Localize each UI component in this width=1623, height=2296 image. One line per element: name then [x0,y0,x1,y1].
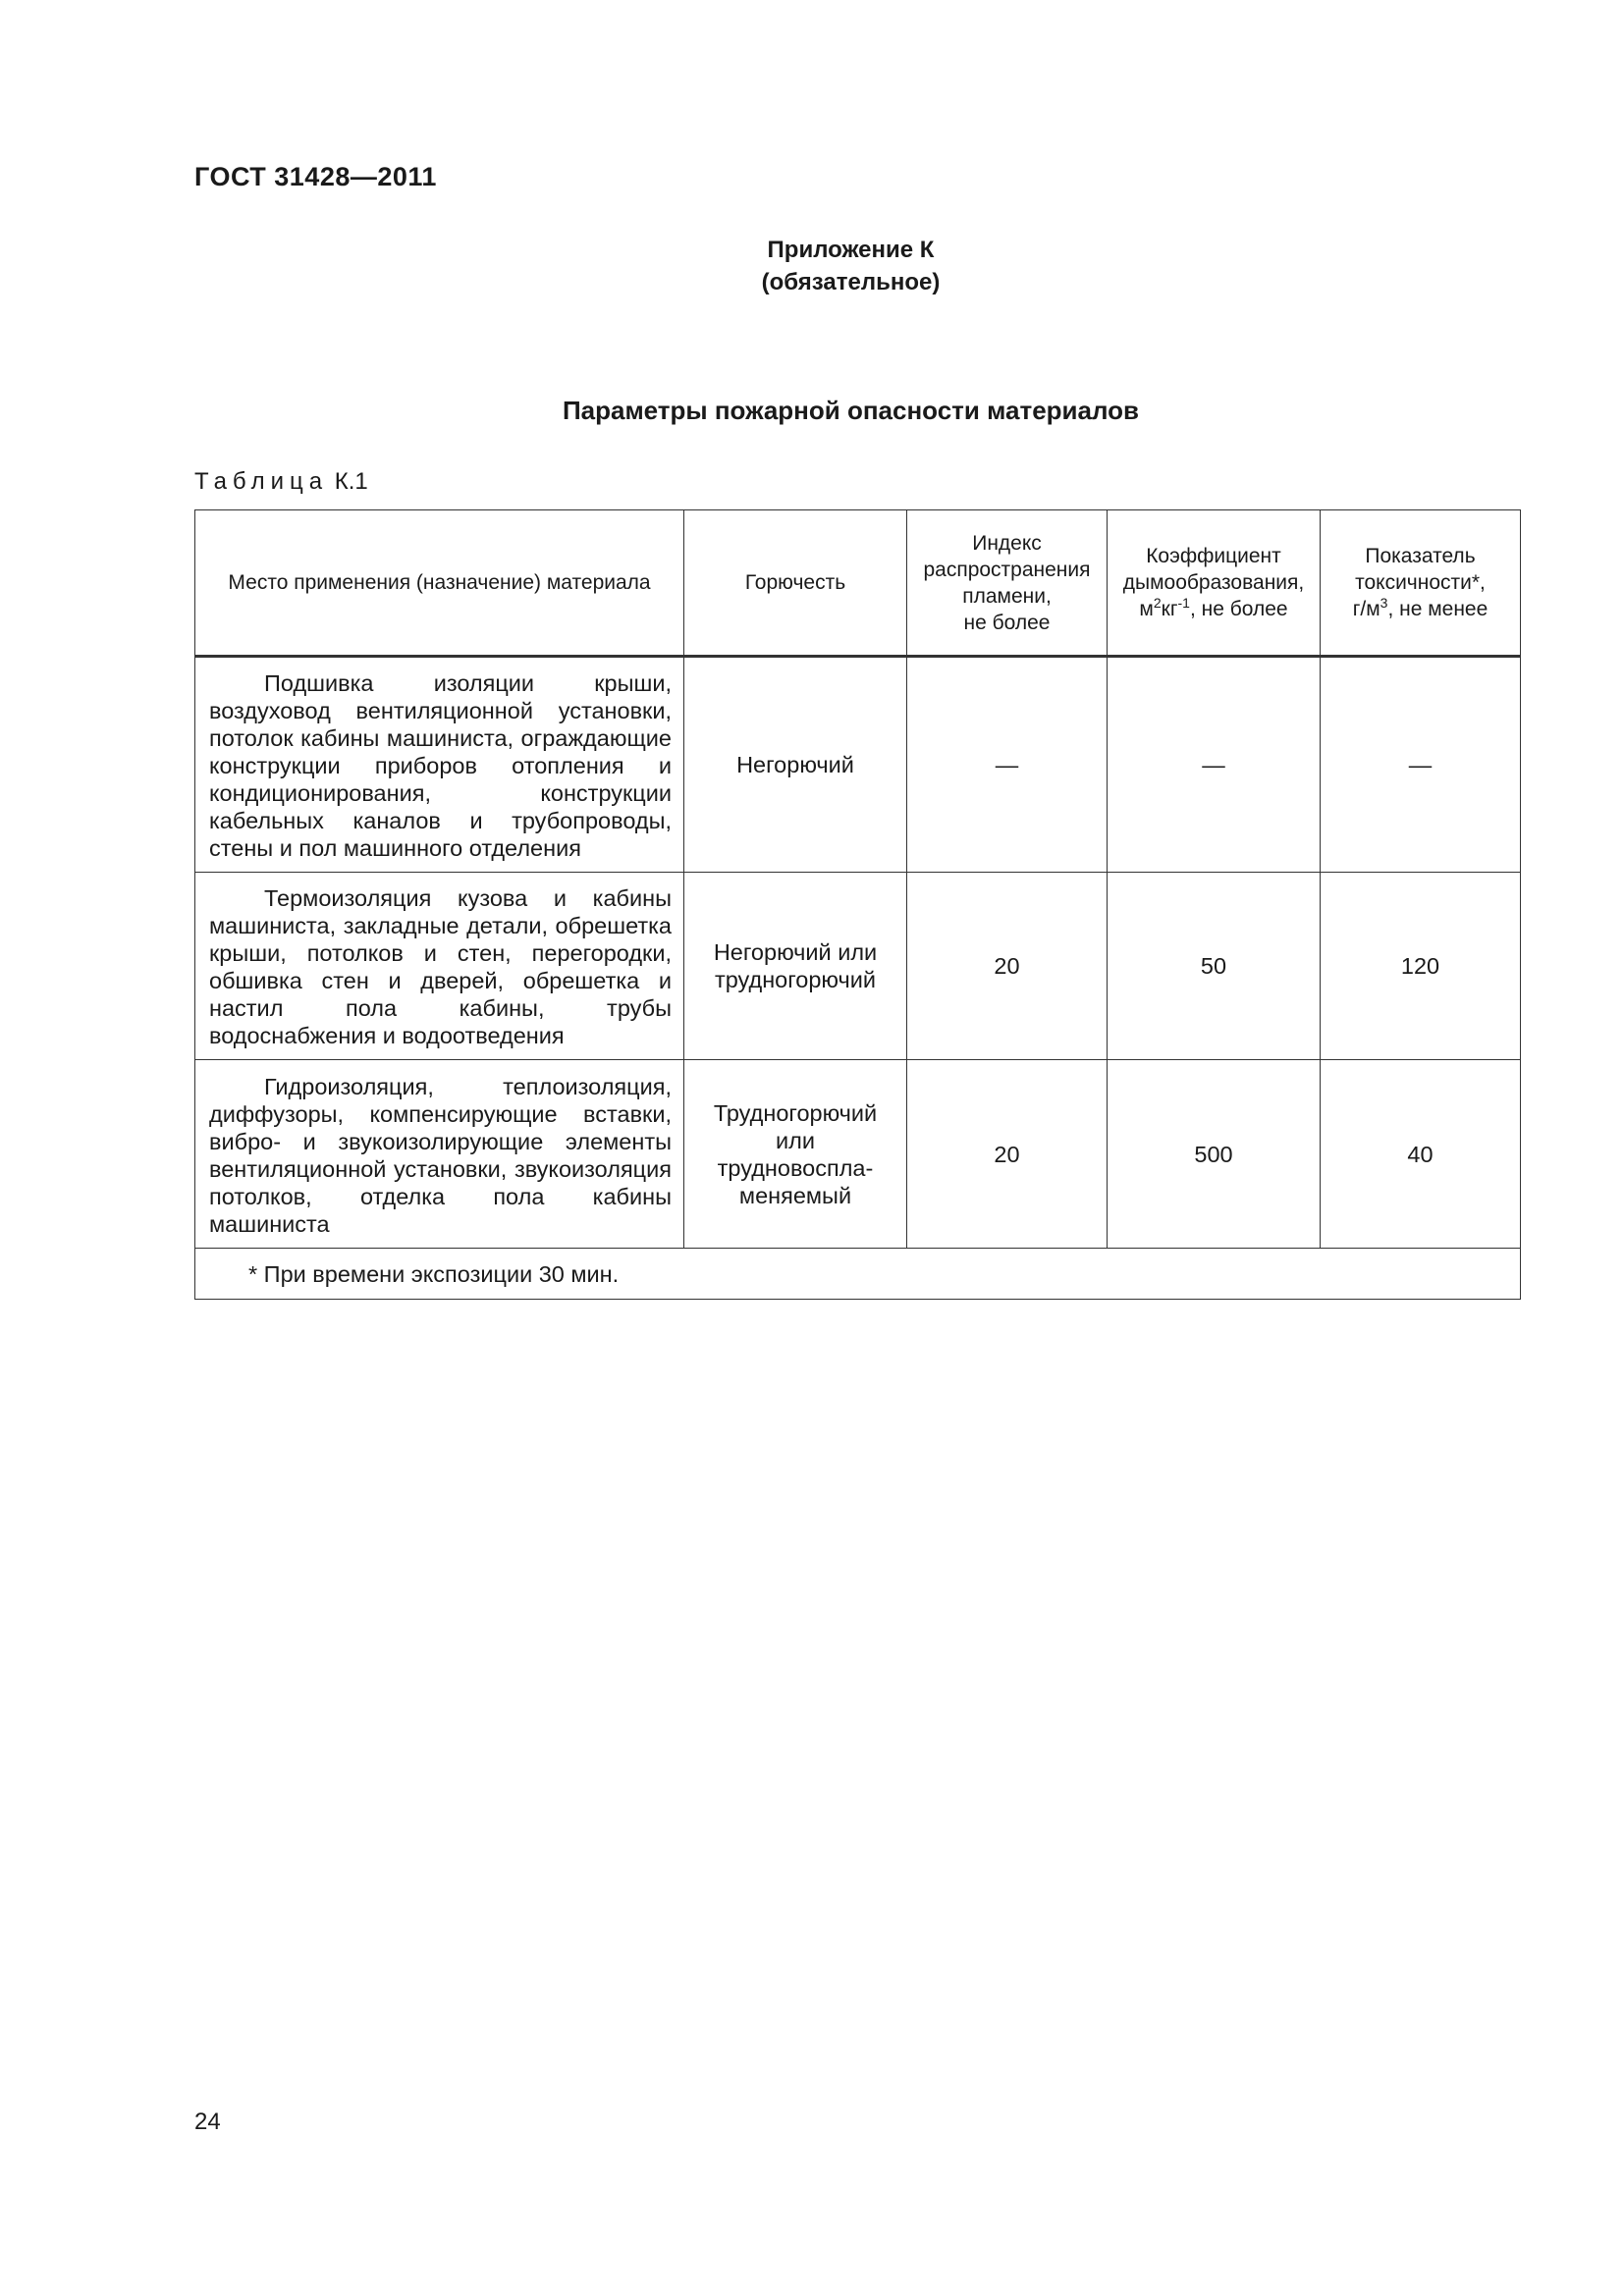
cell-toxicity: — [1321,657,1521,873]
cell-place: Подшивка изоляции крыши, воздуховод вентиляционной установки, потолок кабины машиниста, ограждающие конструкции приборов отопления и кондиционирования, конструкции кабельных каналов и трубопроводы, стены и пол машинного отделения [195,657,684,873]
header-toxicity-line: токсичности*, [1355,571,1486,594]
header-flame-index-line: пламени, [962,584,1052,608]
cell-toxicity: 120 [1321,873,1521,1060]
cell-flammability: Негорючий или трудногорючий [684,873,907,1060]
cell-smoke: 50 [1108,873,1321,1060]
table-label [194,468,368,496]
cell-place: Гидроизоляция, теплоизоляция, диффузоры, компенсирующие вставки, вибро- и звукоизолирующие элементы вентиляционной установки, звукоизоляция потолков, отделка пола кабины машиниста [195,1060,684,1249]
cell-place: Термоизоляция кузова и кабины машиниста, закладные детали, обрешетка крыши, потолков и стен, перегородки, обшивка стен и дверей, обрешетка и настил пола кабины, трубы водоснабжения и водоотведения [195,873,684,1060]
header-toxicity-unit: $г/м^3$, не менее [1352,595,1488,620]
header-smoke-unit: $м^2кг^{-1}$, не более [1139,595,1288,620]
document-code: ГОСТ 31428—2011 [194,162,437,191]
table-row [195,657,1521,873]
appendix-title: Приложение К [767,237,935,263]
cell-flame-index: 20 [907,1060,1108,1249]
fire-hazard-table [194,509,1521,1300]
header-flame-index-line: распространения [923,558,1091,581]
cell-flammability: Негорючий [684,657,907,873]
header-flammability: Горючесть [684,510,907,657]
cell-toxicity: 40 [1321,1060,1521,1249]
table-label-word: Таблица [194,468,329,495]
header-smoke-coefficient [1108,510,1321,657]
appendix-heading [0,234,1623,298]
cell-smoke: — [1108,657,1321,873]
cell-smoke: 500 [1108,1060,1321,1249]
cell-flammability: Трудногорючий или трудновоспла- меняемый [684,1060,907,1249]
table-label-number: К.1 [334,468,368,495]
table-row [195,873,1521,1060]
header-place: Место применения (назначение) материала [195,510,684,657]
header-toxicity [1321,510,1521,657]
cell-flame-index: 20 [907,873,1108,1060]
appendix-status: (обязательное) [761,269,941,295]
table-row [195,1060,1521,1249]
header-flame-index-line: Индекс [972,531,1042,555]
table-header-row [195,510,1521,657]
cell-flame-index: — [907,657,1108,873]
table-footnote-row [195,1249,1521,1300]
header-flame-index [907,510,1108,657]
header-smoke-line: Коэффициент [1146,545,1281,567]
table-footnote: * При времени экспозиции 30 мин. [195,1249,1521,1300]
header-toxicity-line: Показатель [1365,545,1476,567]
header-smoke-line: дымообразования, [1122,571,1305,594]
page-number: 24 [194,2109,221,2135]
section-title: Параметры пожарной опасности материалов [562,396,1140,425]
header-flame-index-line: не более [963,611,1051,634]
